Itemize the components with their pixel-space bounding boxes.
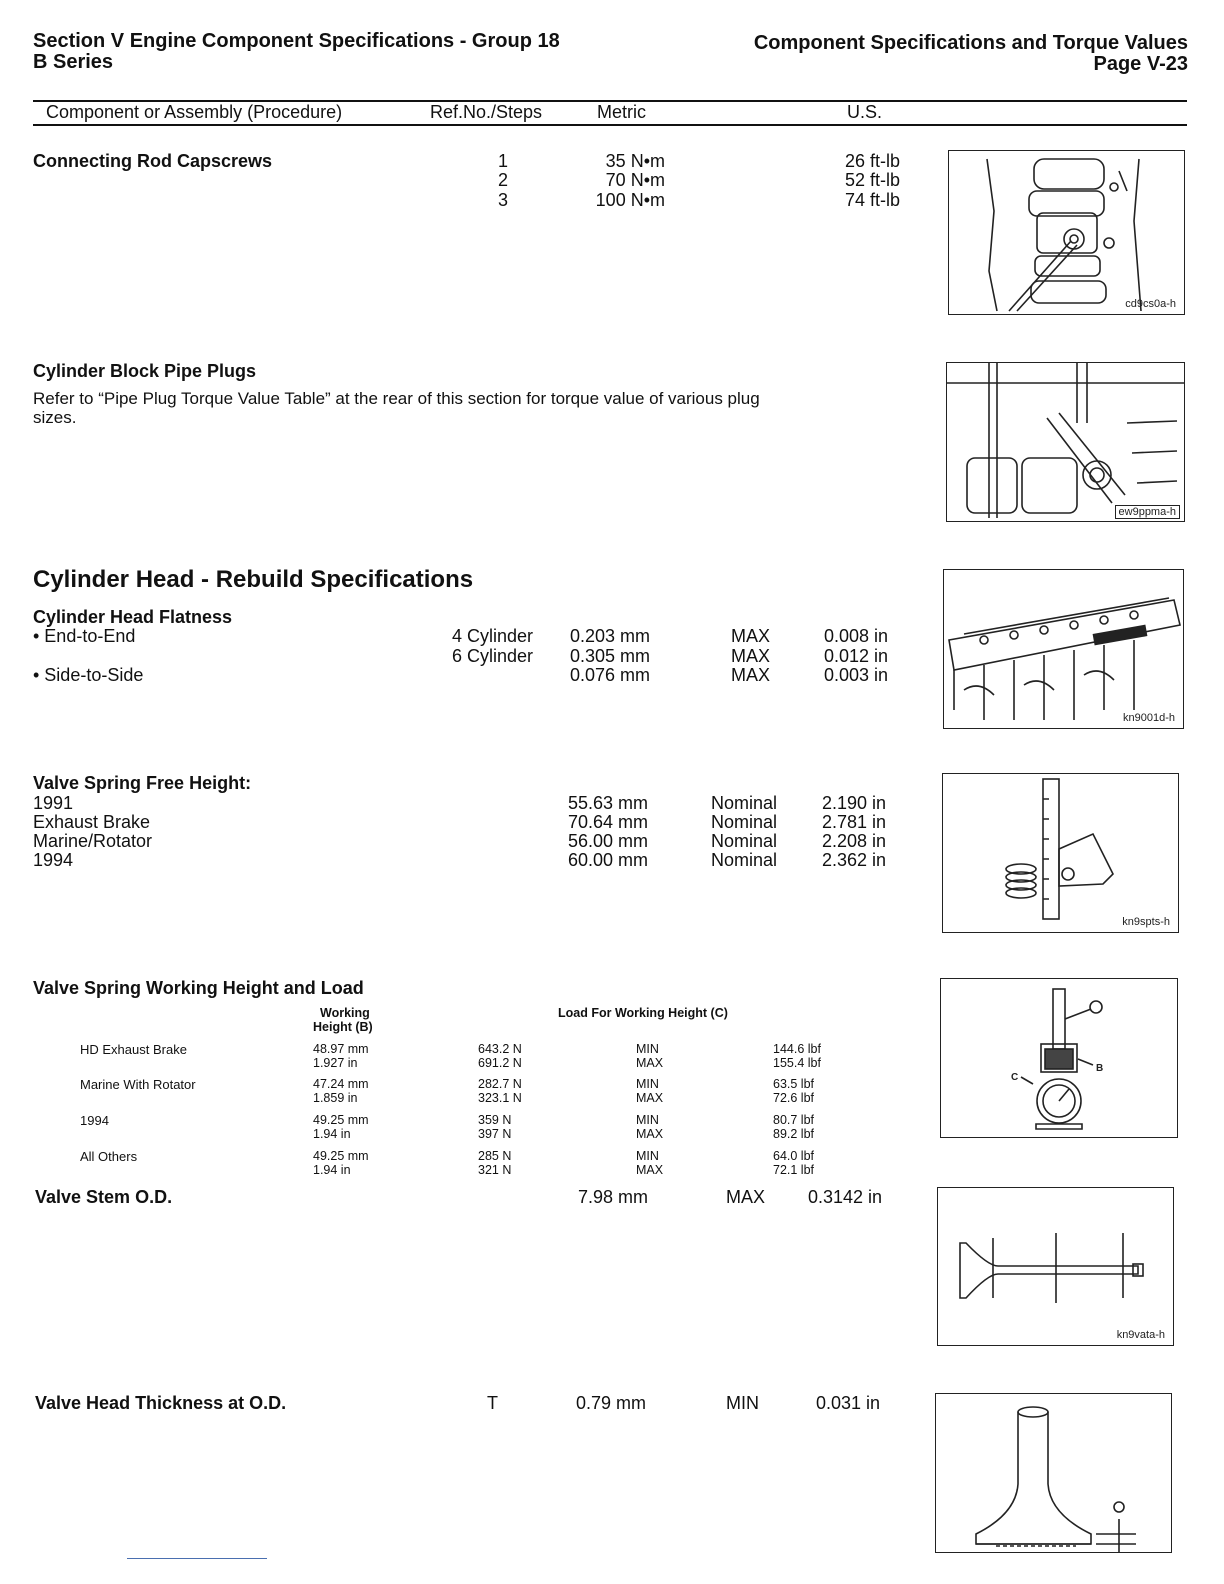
flatness-ref: 4 Cylinder [452, 626, 534, 646]
figure-caption: kn9vata-h [1116, 1329, 1165, 1341]
head-thickness-title: Valve Head Thickness at O.D. [35, 1393, 287, 1413]
column-header-load: Load For Working Height (C) [558, 1006, 728, 1020]
spring-working-lbf: 64.0 lbf [773, 1149, 815, 1163]
spring-working-label: HD Exhaust Brake [80, 1042, 187, 1057]
spring-working-title: Valve Spring Working Height and Load [33, 978, 364, 998]
spring-free-us: 2.362 in [822, 850, 887, 870]
chapter-title: Component Specifications and Torque Values [753, 32, 1188, 54]
spring-working-height: 49.25 mm [313, 1113, 369, 1127]
pipe-plugs-text: Refer to “Pipe Plug Torque Value Table” at the rear of this section for torque value of various plug [33, 389, 760, 408]
column-header-component: Component or Assembly (Procedure) [46, 102, 343, 122]
spring-working-height: 1.94 in [313, 1163, 351, 1177]
spring-working-load: 397 N [478, 1127, 512, 1141]
spring-working-load: 643.2 N [478, 1042, 522, 1056]
head-thickness-ref: T [487, 1393, 498, 1413]
header-rule [33, 124, 1187, 126]
spring-working-height: 47.24 mm [313, 1077, 369, 1091]
flatness-metric: 0.076 mm [570, 665, 651, 685]
rebuild-section-title: Cylinder Head - Rebuild Specifications [33, 566, 474, 593]
flatness-title: Cylinder Head Flatness [33, 607, 233, 627]
spring-free-label: 1991 [33, 793, 74, 813]
column-header-metric: Metric [597, 102, 646, 122]
stem-od-title: Valve Stem O.D. [35, 1187, 173, 1207]
spring-working-lbf: 63.5 lbf [773, 1077, 815, 1091]
spring-working-height: 1.859 in [313, 1091, 358, 1105]
rod-step: 2 [497, 170, 508, 190]
figure-label-b: B [1096, 1063, 1104, 1074]
stem-od-metric: 7.98 mm [578, 1187, 649, 1207]
rod-metric: 35 N•m [605, 151, 665, 171]
flatness-label: • Side-to-Side [33, 665, 144, 685]
spring-working-load: 691.2 N [478, 1056, 522, 1070]
spring-free-limit: Nominal [711, 850, 778, 870]
head-thickness-limit: MIN [726, 1393, 759, 1413]
column-header-ref: Ref.No./Steps [430, 102, 543, 122]
spring-free-us: 2.781 in [822, 812, 887, 832]
spring-working-lbf: 72.1 lbf [773, 1163, 815, 1177]
spring-working-height: 48.97 mm [313, 1042, 369, 1056]
spring-free-height-illustration [942, 773, 1179, 933]
spring-free-us: 2.208 in [822, 831, 887, 851]
flatness-limit: MAX [731, 646, 771, 666]
figure-label-c: C [1011, 1072, 1019, 1083]
figure-caption: kn9001d-h [1123, 712, 1175, 724]
spring-working-load: 285 N [478, 1149, 512, 1163]
spring-free-label: 1994 [33, 850, 74, 870]
rod-us: 52 ft-lb [844, 170, 900, 190]
pipe-plugs-title: Cylinder Block Pipe Plugs [33, 361, 257, 381]
column-header-us: U.S. [847, 102, 883, 122]
spring-working-lbf: 155.4 lbf [773, 1056, 821, 1070]
connecting-rod-illustration [948, 150, 1185, 315]
spring-working-height: 1.927 in [313, 1056, 358, 1070]
spring-working-height: 1.94 in [313, 1127, 351, 1141]
spring-working-load: 321 N [478, 1163, 512, 1177]
head-flatness-illustration [943, 569, 1184, 729]
spring-free-label: Marine/Rotator [33, 831, 153, 851]
stem-od-us: 0.3142 in [808, 1187, 883, 1207]
rod-metric: 100 N•m [595, 190, 665, 210]
head-thickness-metric: 0.79 mm [576, 1393, 647, 1413]
spring-working-lbf: 89.2 lbf [773, 1127, 815, 1141]
flatness-label: • End-to-End [33, 626, 136, 646]
footer-underline [127, 1558, 267, 1559]
spring-working-limit: MIN [636, 1113, 659, 1127]
spring-working-limit: MAX [636, 1163, 664, 1177]
spring-free-metric: 70.64 mm [568, 812, 649, 832]
page-number: Page V-23 [1093, 53, 1188, 75]
pipe-plug-illustration [946, 362, 1185, 522]
spring-working-label: All Others [80, 1149, 138, 1164]
flatness-metric: 0.305 mm [570, 646, 651, 666]
rod-us: 26 ft-lb [844, 151, 900, 171]
spring-working-lbf: 72.6 lbf [773, 1091, 815, 1105]
spring-free-metric: 60.00 mm [568, 850, 649, 870]
flatness-ref: 6 Cylinder [452, 646, 534, 666]
spring-working-limit: MIN [636, 1042, 659, 1056]
spring-free-limit: Nominal [711, 831, 778, 851]
flatness-us: 0.008 in [824, 626, 889, 646]
spring-working-lbf: 144.6 lbf [773, 1042, 821, 1056]
flatness-limit: MAX [731, 665, 771, 685]
valve-stem-illustration [937, 1187, 1174, 1346]
valve-head-illustration [935, 1393, 1172, 1553]
flatness-us: 0.012 in [824, 646, 889, 666]
pipe-plugs-text: sizes. [33, 408, 77, 427]
spring-working-limit: MAX [636, 1127, 664, 1141]
spring-working-lbf: 80.7 lbf [773, 1113, 815, 1127]
rod-metric: 70 N•m [605, 170, 665, 190]
figure-caption: cd9cs0a-h [1125, 298, 1176, 310]
spring-free-limit: Nominal [711, 793, 778, 813]
rod-us: 74 ft-lb [844, 190, 900, 210]
spring-working-load: 359 N [478, 1113, 512, 1127]
spring-free-metric: 55.63 mm [568, 793, 649, 813]
head-thickness-us: 0.031 in [816, 1393, 881, 1413]
spring-working-limit: MAX [636, 1091, 664, 1105]
column-header-height: Working [320, 1006, 370, 1020]
spring-tester-illustration [940, 978, 1178, 1138]
rod-step: 3 [497, 190, 508, 210]
spring-free-metric: 56.00 mm [568, 831, 649, 851]
spring-working-height: 49.25 mm [313, 1149, 369, 1163]
spring-working-label: 1994 [80, 1113, 109, 1128]
spring-free-us: 2.190 in [822, 793, 887, 813]
spring-working-load: 282.7 N [478, 1077, 522, 1091]
spring-free-label: Exhaust Brake [33, 812, 151, 832]
flatness-metric: 0.203 mm [570, 626, 651, 646]
flatness-limit: MAX [731, 626, 771, 646]
spring-working-limit: MIN [636, 1149, 659, 1163]
spring-working-limit: MIN [636, 1077, 659, 1091]
spring-free-title: Valve Spring Free Height: [33, 773, 252, 793]
spring-working-limit: MAX [636, 1056, 664, 1070]
series-title: B Series [33, 51, 114, 73]
rod-step: 1 [497, 151, 508, 171]
stem-od-limit: MAX [726, 1187, 766, 1207]
rod-capscrews-title: Connecting Rod Capscrews [33, 151, 273, 171]
section-title: Section V Engine Component Specifications - Group 18 [33, 30, 560, 52]
spring-free-limit: Nominal [711, 812, 778, 832]
flatness-us: 0.003 in [824, 665, 889, 685]
spring-working-label: Marine With Rotator [80, 1077, 196, 1092]
figure-caption: ew9ppma-h [1115, 505, 1180, 519]
column-header-height: Height (B) [313, 1020, 373, 1034]
spring-working-load: 323.1 N [478, 1091, 522, 1105]
figure-caption: kn9spts-h [1122, 916, 1170, 928]
